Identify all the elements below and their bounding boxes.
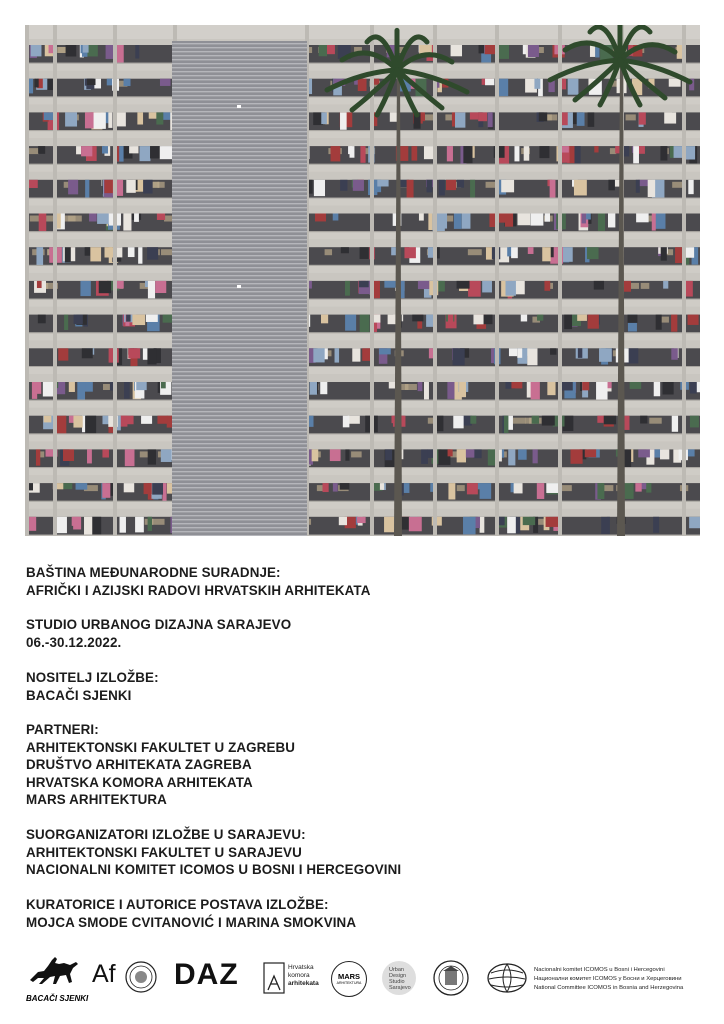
curators-heading: KURATORICE I AUTORICE POSTAVA IZLOŽBE:	[26, 897, 329, 912]
holder-heading: NOSITELJ IZLOŽBE:	[26, 670, 159, 685]
partner-item: ARHITEKTONSKI FAKULTET U ZAGREBU	[26, 739, 296, 755]
curators-names: MOJCA SMODE CVITANOVIĆ I MARINA SMOKVINA	[26, 914, 357, 930]
zagreb-university-seal-icon	[125, 961, 157, 998]
af-logo-text: Af	[92, 960, 116, 988]
hka-mark-icon	[263, 962, 285, 994]
daz-logo-text: DAZ	[174, 958, 239, 991]
uds-line: Design	[389, 973, 407, 979]
exhibition-title	[26, 564, 370, 599]
title-line: BAŠTINA MEĐUNARODNE SURADNJE:	[26, 565, 281, 580]
partner-item: MARS ARHITEKTURA	[26, 792, 167, 807]
curators-section	[26, 896, 356, 931]
venue-dates	[26, 616, 291, 651]
af-zagreb-logo	[92, 960, 116, 989]
hka-line: komora	[288, 972, 310, 979]
urban-design-studio-logo	[382, 961, 416, 995]
horse-rider-icon	[26, 954, 80, 988]
icomos-bih-text	[534, 966, 683, 993]
cover-photo	[25, 25, 700, 536]
holder-name: BACAČI SJENKI	[26, 687, 132, 703]
sarajevo-faculty-seal-icon	[433, 960, 469, 1001]
icomos-globe-icon	[487, 963, 527, 998]
title-line: AFRIČKI I AZIJSKI RADOVI HRVATSKIH ARHITEKATA	[26, 582, 371, 598]
holder-section	[26, 669, 159, 704]
icomos-line: Национални комитет ICOMOS у Босни и Херцеговини	[534, 976, 682, 982]
uds-line: Studio	[389, 979, 405, 985]
mars-logo-text: MARS	[337, 972, 361, 981]
uds-line: Urban	[389, 967, 404, 973]
coorganizer-item: NACIONALNI KOMITET ICOMOS U BOSNI I HERCEGOVINI	[26, 862, 402, 877]
partner-item: HRVATSKA KOMORA ARHITEKATA	[26, 774, 253, 790]
coorganizers-section	[26, 826, 401, 879]
coorganizers-heading: SUORGANIZATORI IZLOŽBE U SARAJEVU:	[26, 827, 306, 842]
uds-line: Sarajevo	[389, 985, 411, 991]
mars-logo	[331, 961, 367, 997]
hka-logo	[263, 962, 327, 996]
exhibition-dates: 06.-30.12.2022.	[26, 634, 122, 650]
bacaci-sjenki-logo	[26, 954, 89, 1003]
hka-line: Hrvatska	[288, 964, 314, 971]
icomos-line: National Committee ICOMOS in Bosnia and Herzegovina	[534, 985, 684, 991]
daz-logo	[174, 958, 239, 992]
partners-heading: PARTNERI:	[26, 722, 99, 737]
venue-name: STUDIO URBANOG DIZAJNA SARAJEVO	[26, 617, 292, 632]
hka-line: arhitekata	[288, 980, 319, 987]
bacaci-logo-text: BACAČI SJENKI	[26, 994, 89, 1003]
partner-item: DRUŠTVO ARHITEKATA ZAGREBA	[26, 757, 252, 772]
partners-section	[26, 721, 295, 809]
mars-logo-subtext: ARHITEKTURA	[336, 981, 362, 985]
coorganizer-item: ARHITEKTONSKI FAKULTET U SARAJEVU	[26, 844, 302, 860]
icomos-line: Nacionalni komitet ICOMOS u Bosni i Hercegovini	[534, 967, 665, 973]
